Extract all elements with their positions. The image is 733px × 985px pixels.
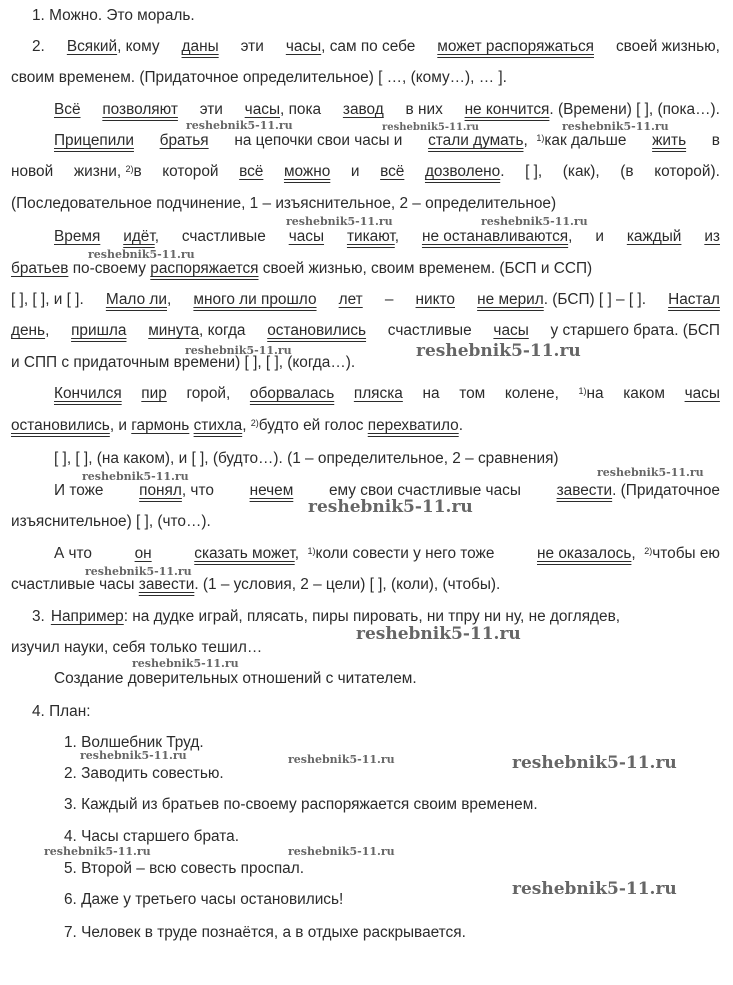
sentence-4-line-2 (11, 416, 463, 436)
clause-marker: 1) (578, 386, 587, 396)
text: будто ей голос (258, 417, 364, 434)
subject: часы (288, 228, 325, 245)
sentence-3-line-1 (54, 227, 720, 247)
text: своей жизнью, (615, 38, 720, 55)
watermark: reshebnik5-11.ru (382, 122, 479, 133)
subject: Время (54, 228, 101, 245)
text: , (631, 545, 636, 562)
text: (в (620, 163, 634, 180)
sentence-2-analysis: (Последовательное подчинение, 1 – изъяснительное, 2 – определительное) (11, 195, 557, 212)
subject: братья (159, 132, 209, 149)
answer-3-line-2: изучил науки, себя только тешил… (11, 639, 263, 656)
text: чтобы ею (652, 545, 720, 562)
subject: лет (338, 291, 363, 308)
subject: завод (342, 101, 384, 118)
subject: братьев (11, 260, 69, 277)
text: у старшего брата. (БСП (550, 322, 720, 339)
subject: день (11, 322, 46, 339)
plan-item: 5. Второй – всю совесть проспал. (64, 860, 304, 877)
sentence-4-analysis: [ ], [ ], (на каком), и [ ], (будто…). (1 – определительное, 2 – сравнения) (54, 450, 559, 467)
text: эти (199, 101, 223, 118)
predicate: пришла (71, 322, 127, 339)
text: счастливые часы (11, 576, 135, 593)
watermark: reshebnik5-11.ru (186, 119, 293, 132)
text: том (459, 385, 486, 402)
predicate: даны (181, 38, 219, 55)
text: : на дудке играй, плясать, пиры пировать, ни тпру ни ну, не доглядев, (123, 608, 621, 625)
plan-item: 1. Волшебник Труд. (64, 734, 204, 751)
predicate: идёт (123, 228, 155, 245)
predicate: позволяют (102, 101, 178, 118)
subject: минута (148, 322, 200, 339)
subject: часы (285, 38, 322, 55)
text: которой (162, 163, 219, 180)
text: горой, (186, 385, 231, 402)
answer-2-line-1 (32, 37, 720, 57)
subject: из (704, 228, 720, 245)
text: каком (623, 385, 665, 402)
watermark: reshebnik5-11.ru (481, 215, 588, 228)
plan-item: 3. Каждый из братьев по-своему распоряжается своим временем. (64, 796, 538, 813)
text: на (422, 385, 440, 402)
subject: пир (141, 385, 167, 402)
predicate: не оказалось (537, 545, 632, 562)
predicate: много ли прошло (193, 291, 317, 308)
predicate: стали думать (428, 132, 524, 149)
subject: Всякий (66, 38, 118, 55)
text: счастливые (387, 322, 472, 339)
text: , (242, 417, 247, 434)
watermark: reshebnik5-11.ru (288, 845, 395, 858)
text: , (167, 291, 172, 308)
predicate: завести (138, 576, 195, 593)
watermark: reshebnik5-11.ru (88, 248, 195, 261)
sentence-1 (54, 100, 720, 120)
sentence-5-analysis: изъяснительное) [ ], (что…). (11, 513, 211, 530)
item-number: 2. (32, 38, 45, 55)
clause-marker: 1) (536, 133, 545, 143)
text: . (БСП) [ ] – [ ]. (543, 291, 646, 308)
text: , (294, 545, 299, 562)
predicate: тикают (346, 228, 395, 245)
predicate: можно (283, 163, 331, 180)
text: . (1 – условия, 2 – цели) [ ], (коли), (чтобы). (194, 576, 501, 593)
answer-1: 1. Можно. Это мораль. (32, 7, 195, 24)
sentence-3-line-2 (11, 259, 592, 279)
predicate: завести (556, 482, 613, 499)
predicate: остановились (267, 322, 367, 339)
text: . (Придаточное (612, 482, 720, 499)
watermark: reshebnik5-11.ru (85, 565, 192, 578)
answer-2-line-2: своим временем. (Придаточное определительное) [ …, (кому…), … ]. (11, 69, 507, 86)
text: счастливые (181, 228, 266, 245)
text: , когда (199, 322, 246, 339)
text: . (Времени) [ ], (пока…). (549, 101, 720, 118)
subject: часы (684, 385, 720, 402)
text: . (458, 417, 463, 434)
subject: каждый (626, 228, 682, 245)
text: как дальше (544, 132, 627, 149)
text: , что (181, 482, 214, 499)
watermark: reshebnik5-11.ru (512, 753, 677, 773)
watermark: reshebnik5-11.ru (286, 215, 393, 228)
answer-3-conclusion: Создание доверительных отношений с читателем. (54, 670, 417, 687)
watermark: reshebnik5-11.ru (185, 344, 292, 357)
text: новой (11, 163, 54, 180)
item-number: 3. (32, 608, 45, 625)
text: (как), (562, 163, 600, 180)
predicate: распоряжается (150, 260, 259, 277)
subject: гармонь (131, 417, 190, 434)
text: эти (240, 38, 264, 55)
sentence-4-line-1 (54, 384, 720, 404)
subject: всё (380, 163, 405, 180)
watermark: reshebnik5-11.ru (562, 120, 669, 133)
text: которой). (654, 163, 720, 180)
text: [ ], (525, 163, 543, 180)
plan-heading: 4. План: (32, 703, 91, 720)
predicate: Мало ли (105, 291, 167, 308)
sentence-2-line-1 (54, 131, 720, 151)
text: ему свои счастливые часы (328, 482, 521, 499)
clause-marker: 2) (250, 418, 259, 428)
predicate: не мерил (477, 291, 544, 308)
watermark: reshebnik5-11.ru (44, 845, 151, 858)
text: на цепочки свои часы и (234, 132, 403, 149)
text: , (45, 322, 50, 339)
predicate: может распоряжаться (437, 38, 594, 55)
text: жизни, (73, 163, 122, 180)
text: колене, (504, 385, 559, 402)
predicate: стихла (193, 417, 243, 434)
sentence-3-line-3 (11, 290, 720, 310)
clause-marker: 1) (307, 546, 316, 556)
text: . (500, 163, 505, 180)
predicate: остановились (11, 417, 110, 434)
predicate: понял (139, 482, 182, 499)
sentence-3-line-4 (11, 321, 720, 341)
text: И тоже (54, 482, 104, 499)
subject: часы (493, 322, 529, 339)
text: , (568, 228, 573, 245)
predicate: Прицепили (54, 132, 134, 149)
text: своей жизнью, своим временем. (БСП и ССП) (262, 260, 593, 277)
watermark: reshebnik5-11.ru (82, 470, 189, 483)
watermark: reshebnik5-11.ru (288, 753, 395, 766)
text: , пока (280, 101, 322, 118)
text: [ ], [ ], и [ ]. (11, 291, 84, 308)
plan-item: 6. Даже у третьего часы остановились! (64, 891, 344, 908)
text: , (394, 228, 400, 245)
watermark: reshebnik5-11.ru (308, 497, 473, 517)
subject: пляска (353, 385, 403, 402)
text: и (350, 163, 360, 180)
predicate: жить (652, 132, 687, 149)
text: в (133, 163, 142, 180)
subject: Всё (54, 101, 81, 118)
text: , сам по себе (321, 38, 416, 55)
subject: всё (239, 163, 264, 180)
clause-marker: 2) (125, 164, 134, 174)
sentence-2-line-2 (11, 162, 720, 182)
watermark: reshebnik5-11.ru (356, 624, 521, 644)
subject: часы (244, 101, 281, 118)
text: на (586, 385, 604, 402)
watermark: reshebnik5-11.ru (597, 466, 704, 479)
text: в них (405, 101, 443, 118)
sentence-3-analysis: и СПП с придаточным времени) [ ], [ ], (когда…). (11, 354, 356, 371)
predicate: перехватило (367, 417, 459, 434)
text: А что (54, 545, 92, 562)
predicate: не кончится (464, 101, 550, 118)
text: , (154, 228, 159, 245)
watermark: reshebnik5-11.ru (416, 341, 581, 361)
predicate: нечем (249, 482, 294, 499)
highlighted-word: Например (50, 608, 124, 625)
text: и (595, 228, 604, 245)
predicate: дозволено (424, 163, 501, 180)
predicate: оборвалась (249, 385, 335, 402)
subject: он (134, 545, 152, 562)
predicate: Настал (668, 291, 720, 308)
predicate: не останавливаются (421, 228, 569, 245)
text: коли совести у него тоже (315, 545, 495, 562)
text: – (384, 291, 394, 308)
text: , кому (117, 38, 160, 55)
text: , (523, 132, 528, 149)
plan-item: 4. Часы старшего брата. (64, 828, 239, 845)
watermark: reshebnik5-11.ru (80, 749, 187, 762)
watermark: reshebnik5-11.ru (512, 879, 677, 899)
subject: никто (415, 291, 455, 308)
text: в (711, 132, 720, 149)
predicate: сказать может (194, 545, 295, 562)
clause-marker: 2) (644, 546, 653, 556)
plan-item: 2. Заводить совестью. (64, 765, 224, 782)
sentence-6-line-2 (11, 575, 500, 595)
plan-item: 7. Человек в труде познаётся, а в отдыхе раскрывается. (64, 924, 466, 941)
predicate: Кончился (54, 385, 122, 402)
text: по-своему (72, 260, 146, 277)
sentence-6-line-1 (54, 544, 720, 564)
watermark: reshebnik5-11.ru (132, 657, 239, 670)
text: , и (109, 417, 127, 434)
